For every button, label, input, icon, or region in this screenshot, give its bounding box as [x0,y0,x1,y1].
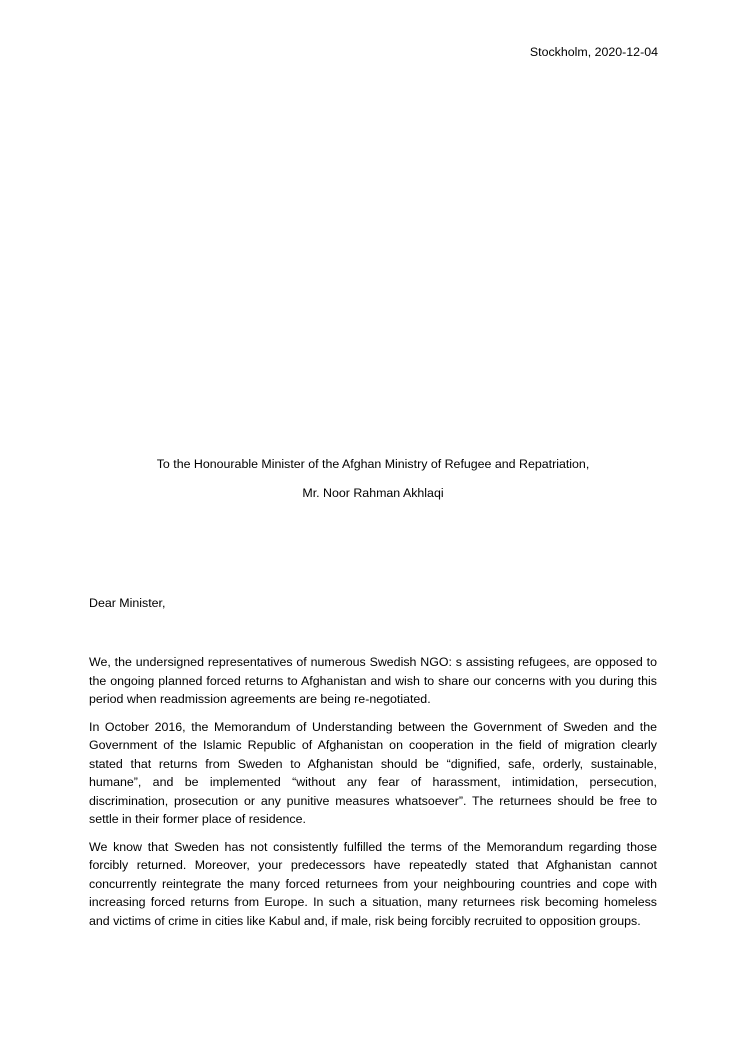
letter-body [89,653,657,939]
salutation: Dear Minister, [89,596,166,610]
addressee-title: To the Honourable Minister of the Afghan Ministry of Refugee and Repatriation, [156,457,590,471]
paragraph: We know that Sweden has not consistently fulfilled the terms of the Memorandum regarding those forcibly returned. Moreover, your predecessors have repeatedly stated that Afghanistan cannot concurrently reintegrate the many forced returnees from your neighbouring countries and cope with increasing forced returns from Europe. In such a situation, many returnees risk becoming homeless and victims of crime in cities like Kabul and, if male, risk being forcibly recruited to opposition groups. [89,839,657,928]
paragraph: We, the undersigned representatives of numerous Swedish NGO: s assisting refugees, are opposed to the ongoing planned forced returns to Afghanistan and wish to share our concerns with you during this period when readmission agreements are being re-negotiated. [89,655,657,706]
addressee-name: Mr. Noor Rahman Akhlaqi [302,486,444,500]
place-date: Stockholm, 2020-12-04 [529,45,658,59]
paragraph: In October 2016, the Memorandum of Understanding between the Government of Sweden and the Government of the Islamic Republic of Afghanistan on cooperation in the field of migration clearly stated that returns from Sweden to Afghanistan should be “dignified, safe, orderly, sustainable, humane”, and be implemented “without any fear of harassment, intimidation, persecution, discrimination, prosecution or any punitive measures whatsoever”. The returnees should be free to settle in their former place of residence. [89,719,657,826]
